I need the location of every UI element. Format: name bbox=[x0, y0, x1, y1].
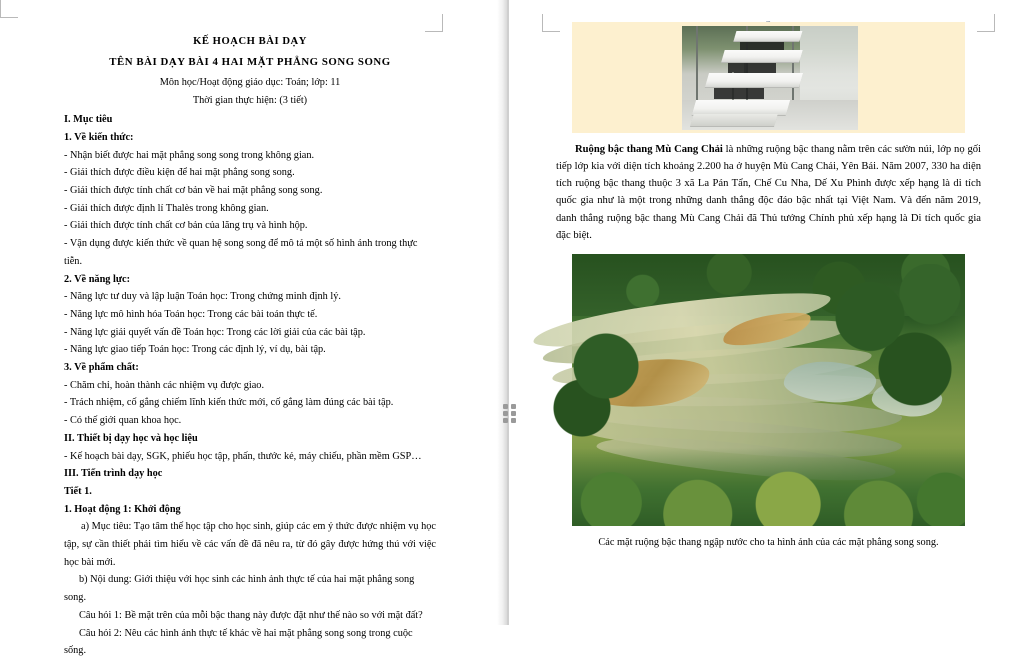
staircase-photo bbox=[682, 26, 858, 130]
list-item: - Chăm chỉ, hoàn thành các nhiệm vụ được giao. bbox=[64, 379, 265, 391]
paragraph-lead-bold: Ruộng bậc thang Mù Cang Chải bbox=[575, 144, 723, 155]
stair-tread bbox=[734, 31, 803, 41]
list-item: - Có thế giới quan khoa học. bbox=[64, 415, 182, 427]
document-page-left[interactable] bbox=[0, 0, 497, 657]
list-item: - Năng lực giao tiếp Toán học: Trong các định lý, ví dụ, bài tập. bbox=[64, 344, 326, 356]
list-item: - Vận dụng được kiến thức về quan hệ song song để mô tả một số hình ảnh trong thực tiễn. bbox=[64, 238, 418, 267]
stair-shadow bbox=[714, 88, 764, 99]
page-drag-handle-icon[interactable] bbox=[503, 404, 516, 422]
section-heading-equipment: II. Thiết bị dạy học và học liệu bbox=[64, 432, 198, 444]
section-heading-objectives: I. Mục tiêu bbox=[64, 114, 113, 126]
page-gutter bbox=[497, 0, 520, 625]
subsection-heading-knowledge: 1. Về kiến thức: bbox=[64, 131, 134, 143]
stair-tread bbox=[705, 73, 803, 87]
document-page-right[interactable] bbox=[520, 0, 1017, 625]
list-item: - Nhận biết được hai mặt phẳng song song trong không gian. bbox=[64, 149, 315, 161]
activity-heading-warmup: 1. Hoạt động 1: Khởi động bbox=[64, 503, 181, 515]
margin-corner-mark-top-right bbox=[425, 14, 443, 32]
stair-tread bbox=[721, 50, 802, 62]
subsection-heading-qualities: 3. Về phẩm chất: bbox=[64, 362, 139, 374]
document-title-main: KẾ HOẠCH BÀI DẠY bbox=[193, 36, 307, 47]
section-heading-process: III. Tiến trình dạy học bbox=[64, 468, 163, 480]
list-item: - Giải thích được tính chất cơ bản về hai mặt phẳng song song. bbox=[64, 185, 323, 196]
page-edge-shadow bbox=[497, 0, 507, 625]
stair-tread bbox=[692, 100, 790, 115]
activity-goal-paragraph: a) Mục tiêu: Tạo tâm thế học tập cho học sinh, giúp các em ý thức được nhiệm vụ học tập, sự cần thiết phải tìm hiểu về các vấn đề đã nêu ra, từ đó gây được hứng thú với việc học bài mới. bbox=[64, 521, 436, 568]
subsection-heading-competency: 2. Về năng lực: bbox=[64, 273, 131, 285]
subtitle-duration: Thời gian thực hiện: (3 tiết) bbox=[192, 95, 308, 107]
question-two: Câu hỏi 2: Nêu các hình ảnh thực tế khác về hai mặt phẳng song song trong cuộc sống. bbox=[64, 627, 413, 657]
subtitle-subject: Môn học/Hoạt động giáo dục: Toán; lớp: 11 bbox=[159, 76, 341, 88]
list-item: - Giải thích được điều kiện để hai mặt phẳng song song. bbox=[64, 167, 295, 179]
list-item: - Kế hoạch bài dạy, SGK, phiếu học tập, phấn, thước kẻ, máy chiếu, phần mềm GSP… bbox=[64, 450, 422, 462]
activity-content-paragraph: b) Nội dung: Giới thiệu với học sinh các hình ảnh thực tế của hai mặt phẳng song song. bbox=[64, 574, 415, 604]
list-item: - Trách nhiệm, cố gắng chiếm lĩnh kiến thức mới, cố gắng làm đúng các bài tập. bbox=[64, 397, 394, 409]
lesson-period-label: Tiết 1. bbox=[64, 485, 92, 497]
rice-terrace-paragraph bbox=[556, 141, 981, 244]
list-item: - Năng lực giải quyết vấn đề Toán học: Trong các lời giải của các bài tập. bbox=[64, 326, 366, 338]
right-page-content bbox=[556, 22, 981, 552]
forest-canopy-bottom bbox=[572, 448, 965, 526]
stair-shadow bbox=[728, 63, 776, 73]
left-page-content bbox=[64, 33, 436, 660]
list-item: - Năng lực mô hình hóa Toán học: Trong các bài toán thực tế. bbox=[64, 308, 318, 320]
page-gap bbox=[509, 0, 520, 625]
margin-corner-mark-top-left bbox=[0, 0, 18, 18]
list-item: - Giải thích được định lí Thalès trong không gian. bbox=[64, 202, 269, 214]
question-one: Câu hỏi 1: Bề mặt trên của mỗi bậc thang này được đặt như thế nào so với mặt đất? bbox=[79, 609, 423, 621]
stair-base bbox=[690, 114, 777, 126]
document-title-lesson: TÊN BÀI DẠY BÀI 4 HAI MẶT PHẲNG SONG SONG bbox=[109, 56, 391, 69]
forest-canopy-right bbox=[825, 264, 975, 414]
paragraph-body-text: là những ruộng bậc thang nằm trên các sườn núi, lớp nọ gối tiếp lớp kia với diện tích khoảng 2.200 ha ở huyện Mù Cang Chải, Yên Bái. Năm 2007, 330 ha diện tích ruộng bậc thang thuộc 3 xã La Pán Tẩn, Chế Cu Nha, Dế Xu Phình được xếp hạng là di tích quốc gia như là một trong những danh thắng độc đáo bậc nhất tại Việt Nam. Và đến năm 2019, danh thắng ruộng bậc thang Mù Cang Chải đã Thủ tướng Chính phủ xếp hạng là Di tích quốc gia đặc biệt. bbox=[556, 144, 981, 241]
forest-canopy-left bbox=[552, 318, 672, 438]
list-item: - Năng lực tư duy và lập luận Toán học: Trong chứng minh định lý. bbox=[64, 291, 341, 303]
figure-rice-terraces bbox=[572, 254, 965, 526]
figure-floating-staircase bbox=[572, 22, 965, 133]
figure-caption: Các mặt ruộng bậc thang ngập nước cho ta hình ảnh của các mặt phẳng song song. bbox=[598, 536, 939, 548]
list-item: - Giải thích được tính chất cơ bản của lăng trụ và hình hộp. bbox=[64, 220, 308, 232]
